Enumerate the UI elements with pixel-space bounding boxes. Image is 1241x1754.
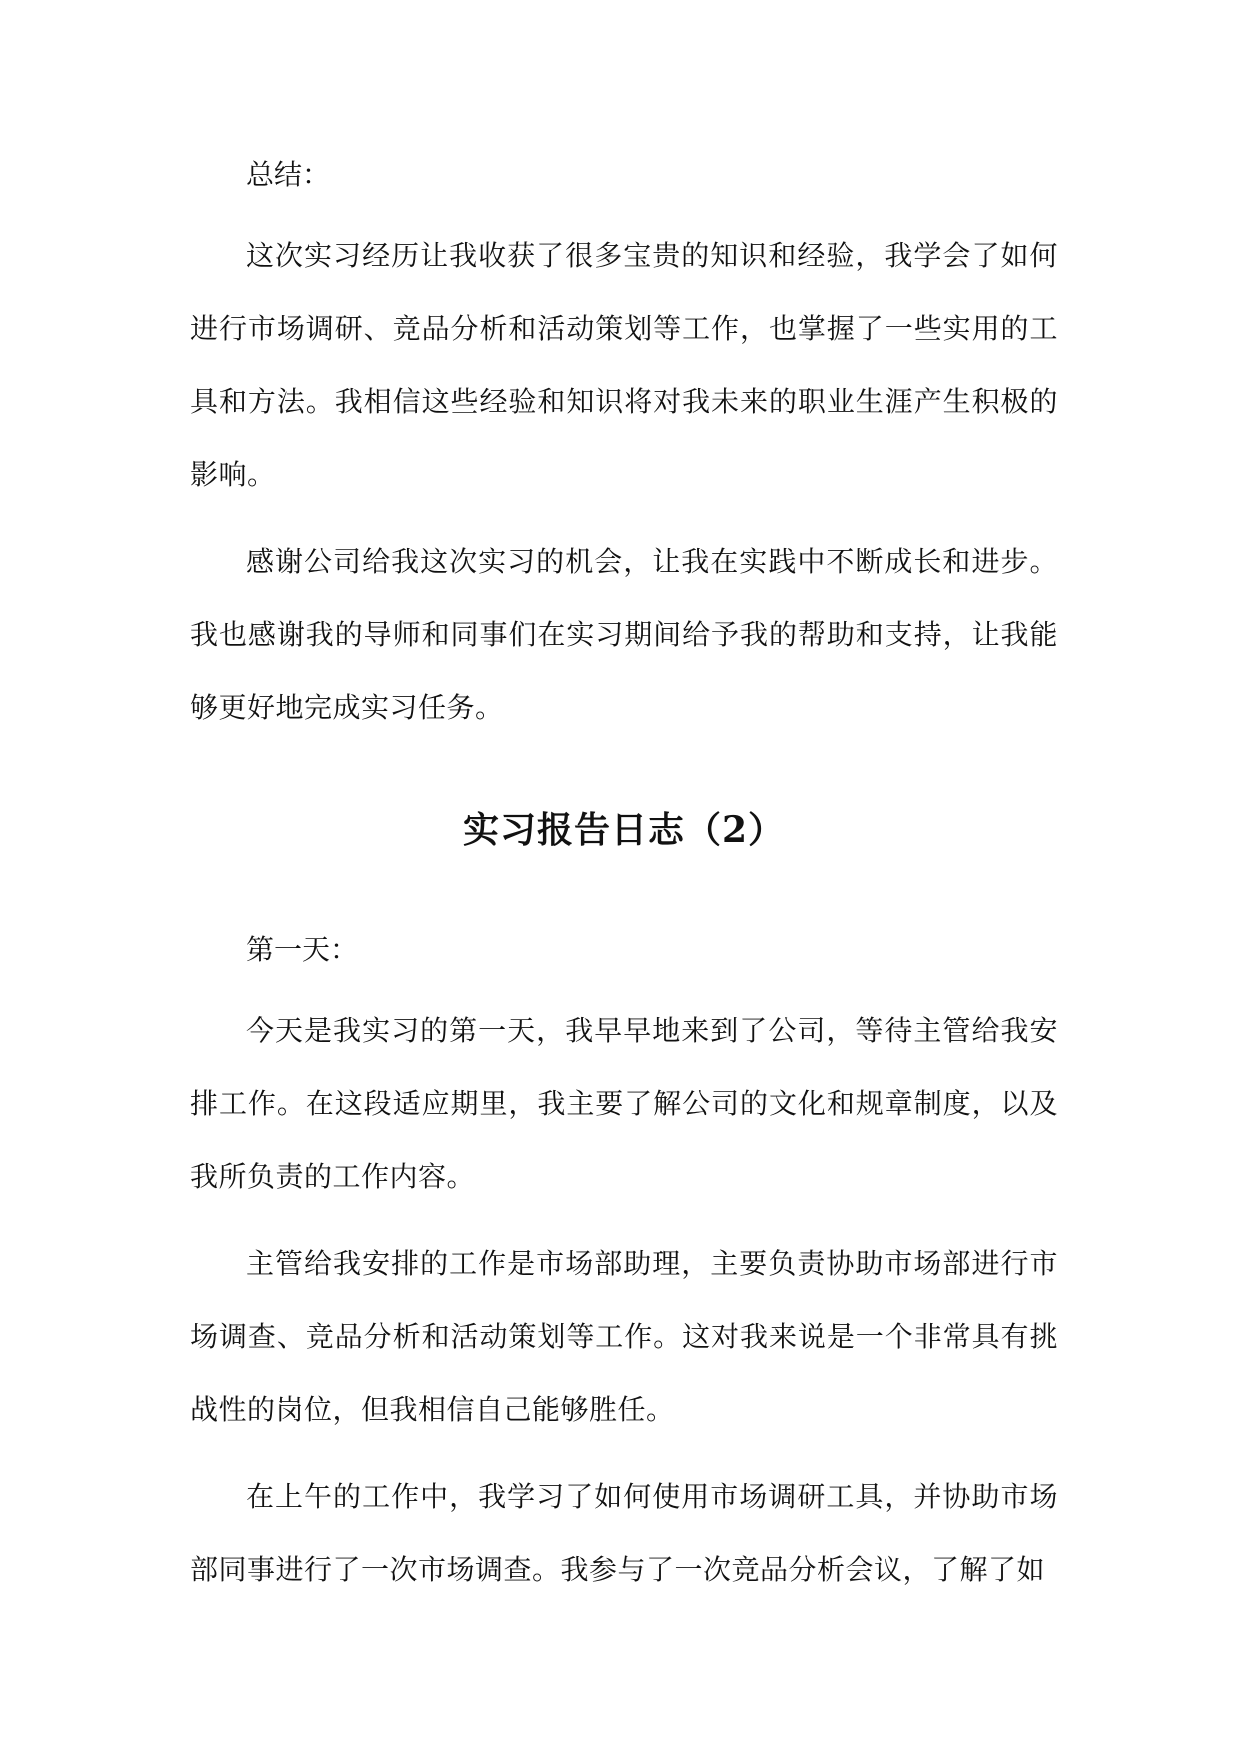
day-paragraph-2: 主管给我安排的工作是市场部助理，主要负责协助市场部进行市场调查、竞品分析和活动策划等工作。这对我来说是一个非常具有挑战性的岗位，但我相信自己能够胜任。: [190, 1247, 1058, 1426]
spacer: [190, 205, 1058, 219]
day-label: 第一天：: [246, 933, 359, 966]
day-paragraph-3: 在上午的工作中，我学习了如何使用市场调研工具，并协助市场部同事进行了一次市场调查。我参与了一次竞品分析会议，了解了如: [190, 1480, 1058, 1586]
summary-paragraph-1: 这次实习经历让我收获了很多宝贵的知识和经验，我学会了如何进行市场调研、竞品分析和活动策划等工作，也掌握了一些实用的工具和方法。我相信这些经验和知识将对我未来的职业生涯产生积极的影响。: [190, 239, 1058, 491]
spacer: [190, 511, 1058, 525]
spacer: [190, 1213, 1058, 1227]
day-paragraph-1: 今天是我实习的第一天，我早早地来到了公司，等待主管给我安排工作。在这段适应期里，我主要了解公司的文化和规章制度，以及我所负责的工作内容。: [190, 1014, 1058, 1193]
spacer: [190, 1446, 1058, 1460]
summary-label: 总结：: [246, 158, 331, 191]
section-title: 实习报告日志（2）: [462, 809, 786, 851]
summary-paragraph-2: 感谢公司给我这次实习的机会，让我在实践中不断成长和进步。我也感谢我的导师和同事们在实习期间给予我的帮助和支持，让我能够更好地完成实习任务。: [190, 545, 1058, 724]
spacer: [190, 980, 1058, 994]
document-body: [190, 145, 1058, 1606]
